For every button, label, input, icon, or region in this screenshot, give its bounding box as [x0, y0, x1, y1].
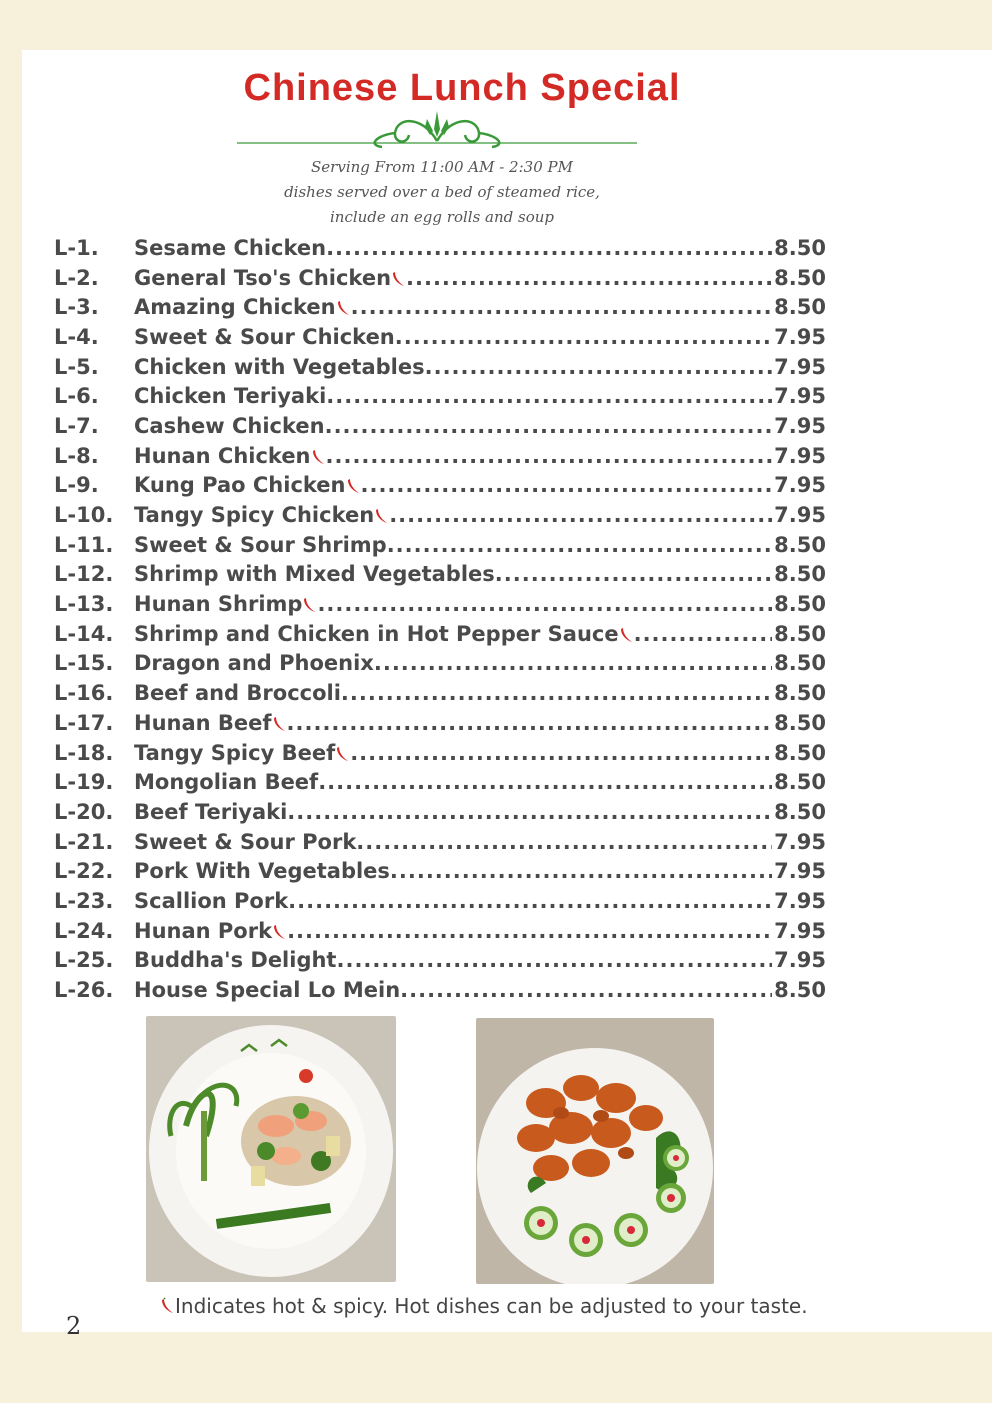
item-price: 8.50	[774, 592, 826, 617]
item-name-text: Hunan Shrimp	[134, 592, 303, 617]
item-name-text: Cashew Chicken	[134, 413, 325, 438]
dot-leader	[387, 533, 772, 557]
pepper-icon	[337, 300, 351, 316]
dot-leader	[326, 236, 772, 260]
dot-leader	[317, 592, 772, 616]
menu-item	[54, 856, 826, 886]
dot-leader	[634, 622, 773, 646]
item-price: 8.50	[774, 235, 826, 260]
item-price: 7.95	[774, 443, 826, 468]
item-code: L-23.	[54, 888, 114, 913]
dot-leader	[350, 741, 772, 765]
item-price: 7.95	[774, 918, 826, 943]
pepper-icon	[273, 924, 287, 940]
item-name-text: Sesame Chicken	[134, 235, 327, 260]
dot-leader	[400, 978, 772, 1002]
item-name	[134, 266, 406, 290]
dot-leader	[287, 711, 773, 735]
dot-leader	[288, 889, 772, 913]
item-name	[134, 355, 425, 379]
item-price: 7.95	[774, 354, 826, 379]
item-name-text: Pork With Vegetables	[134, 859, 390, 884]
item-name	[134, 414, 325, 438]
footnote-text: Indicates hot & spicy. Hot dishes can be adjusted to your taste.	[175, 1294, 808, 1318]
item-name	[134, 681, 341, 705]
menu-item	[54, 322, 826, 352]
serving-hours: Serving From 11:00 AM - 2:30 PM	[311, 158, 573, 176]
item-code: L-16.	[54, 681, 114, 706]
item-code: L-9.	[54, 473, 99, 498]
item-code: L-5.	[54, 354, 99, 379]
item-code: L-17.	[54, 710, 114, 735]
item-name	[134, 503, 389, 527]
item-price: 8.50	[774, 651, 826, 676]
item-name-text: Shrimp and Chicken in Hot Pepper Sauce	[134, 621, 619, 646]
menu-item	[54, 975, 826, 1005]
dot-leader	[356, 830, 772, 854]
item-name-text: Hunan Beef	[134, 710, 272, 735]
item-name	[134, 830, 356, 854]
item-price: 7.95	[774, 324, 826, 349]
dot-leader	[318, 770, 772, 794]
menu-item	[54, 352, 826, 382]
item-price: 7.95	[774, 948, 826, 973]
menu-item	[54, 649, 826, 679]
dot-leader	[351, 295, 773, 319]
rice-note: dishes served over a bed of steamed rice,	[284, 183, 600, 201]
menu-item	[54, 767, 826, 797]
item-name	[134, 770, 318, 794]
item-name-text: Sweet & Sour Shrimp	[134, 532, 387, 557]
item-code: L-20.	[54, 799, 114, 824]
item-name	[134, 948, 336, 972]
item-name	[134, 236, 326, 260]
item-code: L-6.	[54, 384, 99, 409]
menu-item	[54, 560, 826, 590]
item-price: 7.95	[774, 473, 826, 498]
item-code: L-10.	[54, 503, 114, 528]
dish-photo-sweet-sour-chicken	[476, 1018, 714, 1284]
item-price: 8.50	[774, 295, 826, 320]
item-name-text: Tangy Spicy Beef	[134, 740, 336, 765]
item-code: L-18.	[54, 740, 114, 765]
item-code: L-4.	[54, 324, 99, 349]
spicy-footnote	[160, 1294, 808, 1318]
item-name	[134, 444, 326, 468]
item-name	[134, 889, 288, 913]
item-price: 7.95	[774, 859, 826, 884]
item-price: 8.50	[774, 621, 826, 646]
ornament-divider	[237, 105, 637, 155]
item-code: L-24.	[54, 918, 114, 943]
item-price: 8.50	[774, 799, 826, 824]
item-code: L-3.	[54, 295, 99, 320]
menu-item	[54, 411, 826, 441]
pepper-icon	[392, 271, 406, 287]
dot-leader	[374, 651, 772, 675]
item-code: L-8.	[54, 443, 99, 468]
item-name-text: Kung Pao Chicken	[134, 473, 346, 498]
menu-item	[54, 292, 826, 322]
menu-item	[54, 797, 826, 827]
dot-leader	[406, 266, 772, 290]
menu-item	[54, 233, 826, 263]
item-name	[134, 384, 326, 408]
pepper-icon	[312, 449, 326, 465]
item-name-text: Chicken with Vegetables	[134, 354, 425, 379]
item-code: L-13.	[54, 592, 114, 617]
item-name	[134, 473, 361, 497]
item-price: 7.95	[774, 384, 826, 409]
page-number: 2	[66, 1312, 82, 1340]
egg-roll-note: include an egg rolls and soup	[329, 208, 554, 226]
dot-leader	[389, 503, 772, 527]
menu-item	[54, 827, 826, 857]
item-code: L-1.	[54, 235, 99, 260]
item-name-text: Chicken Teriyaki	[134, 384, 327, 409]
dot-leader	[361, 473, 773, 497]
dot-leader	[326, 444, 773, 468]
item-price: 7.95	[774, 829, 826, 854]
menu-item	[54, 500, 826, 530]
item-code: L-15.	[54, 651, 114, 676]
item-name-text: Scallion Pork	[134, 888, 289, 913]
dot-leader	[495, 562, 772, 586]
item-price: 8.50	[774, 978, 826, 1003]
menu-page	[22, 50, 992, 1340]
item-name-text: Dragon and Phoenix	[134, 651, 374, 676]
item-name	[134, 295, 351, 319]
item-name-text: Buddha's Delight	[134, 948, 337, 973]
item-name-text: Tangy Spicy Chicken	[134, 503, 375, 528]
item-code: L-12.	[54, 562, 114, 587]
item-price: 7.95	[774, 503, 826, 528]
item-code: L-21.	[54, 829, 114, 854]
pepper-icon	[347, 478, 361, 494]
item-name-text: Shrimp with Mixed Vegetables	[134, 562, 495, 587]
pepper-icon	[303, 597, 317, 613]
menu-item	[54, 530, 826, 560]
item-code: L-2.	[54, 265, 99, 290]
menu-item	[54, 738, 826, 768]
menu-item	[54, 381, 826, 411]
item-price: 7.95	[774, 413, 826, 438]
item-name	[134, 622, 634, 646]
item-price: 8.50	[774, 681, 826, 706]
menu-item	[54, 916, 826, 946]
pepper-icon	[620, 627, 634, 643]
item-price: 8.50	[774, 265, 826, 290]
item-price: 8.50	[774, 532, 826, 557]
item-name	[134, 741, 350, 765]
dot-leader	[287, 919, 772, 943]
menu-item	[54, 589, 826, 619]
item-code: L-25.	[54, 948, 114, 973]
item-name-text: Beef and Broccoli	[134, 681, 341, 706]
dot-leader	[395, 325, 772, 349]
menu-item	[54, 678, 826, 708]
menu-item	[54, 886, 826, 916]
dot-leader	[287, 800, 772, 824]
item-code: L-26.	[54, 978, 114, 1003]
item-name	[134, 325, 395, 349]
item-code: L-14.	[54, 621, 114, 646]
menu-item	[54, 708, 826, 738]
item-name-text: Mongolian Beef	[134, 770, 319, 795]
pepper-icon	[161, 1297, 175, 1315]
item-code: L-22.	[54, 859, 114, 884]
item-price: 8.50	[774, 562, 826, 587]
menu-item	[54, 263, 826, 293]
item-name	[134, 919, 287, 943]
item-name	[134, 651, 374, 675]
dish-photo-shrimp-vegetables	[146, 1016, 396, 1282]
dot-leader	[336, 948, 772, 972]
menu-item	[54, 441, 826, 471]
item-name	[134, 859, 390, 883]
dot-leader	[425, 355, 773, 379]
menu-title: Chinese Lunch Special	[243, 67, 681, 109]
item-name-text: Sweet & Sour Chicken	[134, 324, 395, 349]
item-name	[134, 562, 495, 586]
item-name	[134, 711, 287, 735]
item-name-text: Amazing Chicken	[134, 295, 336, 320]
item-name-text: House Special Lo Mein	[134, 978, 401, 1003]
menu-item	[54, 619, 826, 649]
item-name	[134, 592, 317, 616]
dot-leader	[341, 681, 772, 705]
item-price: 8.50	[774, 740, 826, 765]
menu-item	[54, 946, 826, 976]
pepper-icon	[273, 716, 287, 732]
item-code: L-19.	[54, 770, 114, 795]
item-code: L-11.	[54, 532, 114, 557]
pepper-icon	[375, 508, 389, 524]
item-code: L-7.	[54, 413, 99, 438]
dot-leader	[326, 384, 772, 408]
item-name-text: General Tso's Chicken	[134, 265, 392, 290]
item-name-text: Hunan Chicken	[134, 443, 311, 468]
item-name	[134, 800, 287, 824]
menu-item	[54, 471, 826, 501]
item-price: 8.50	[774, 770, 826, 795]
item-price: 7.95	[774, 888, 826, 913]
pepper-icon	[336, 746, 350, 762]
item-name	[134, 978, 400, 1002]
item-name-text: Hunan Pork	[134, 918, 273, 943]
dot-leader	[390, 859, 772, 883]
item-name-text: Beef Teriyaki	[134, 799, 288, 824]
item-name	[134, 533, 387, 557]
item-price: 8.50	[774, 710, 826, 735]
item-name-text: Sweet & Sour Pork	[134, 829, 357, 854]
menu-list	[54, 233, 826, 1005]
dot-leader	[325, 414, 773, 438]
